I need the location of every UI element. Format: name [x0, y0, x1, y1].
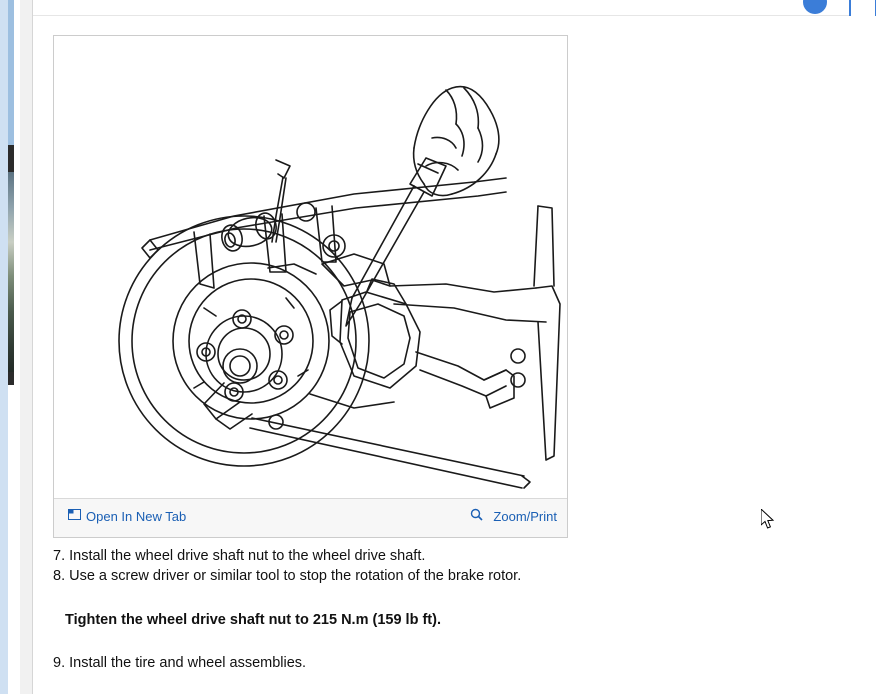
main-content — [33, 16, 876, 694]
step-8: 8. Use a screw driver or similar tool to stop the rotation of the brake rotor. — [53, 568, 522, 584]
step-7: 7. Install the wheel drive shaft nut to the wheel drive shaft. — [53, 548, 426, 564]
left-chrome-strip — [0, 0, 33, 694]
window-edge-blue — [0, 0, 8, 694]
figure-panel — [53, 35, 568, 538]
step-9: 9. Install the tire and wheel assemblies. — [53, 655, 307, 671]
instruction-list — [53, 546, 693, 671]
blue-circle-icon[interactable] — [803, 0, 827, 14]
magnifier-icon — [470, 508, 483, 521]
top-toolbar — [33, 0, 876, 16]
torque-specification: Tighten the wheel drive shaft nut to 215 N.m (159 lb ft). — [65, 612, 441, 628]
service-illustration — [54, 36, 567, 498]
open-in-new-tab-link[interactable]: Open In New Tab — [86, 509, 187, 524]
figure-toolbar — [54, 498, 567, 537]
external-window-icon — [68, 508, 81, 521]
page-gutter — [20, 0, 33, 694]
zoom-print-link[interactable]: Zoom/Print — [493, 509, 557, 524]
